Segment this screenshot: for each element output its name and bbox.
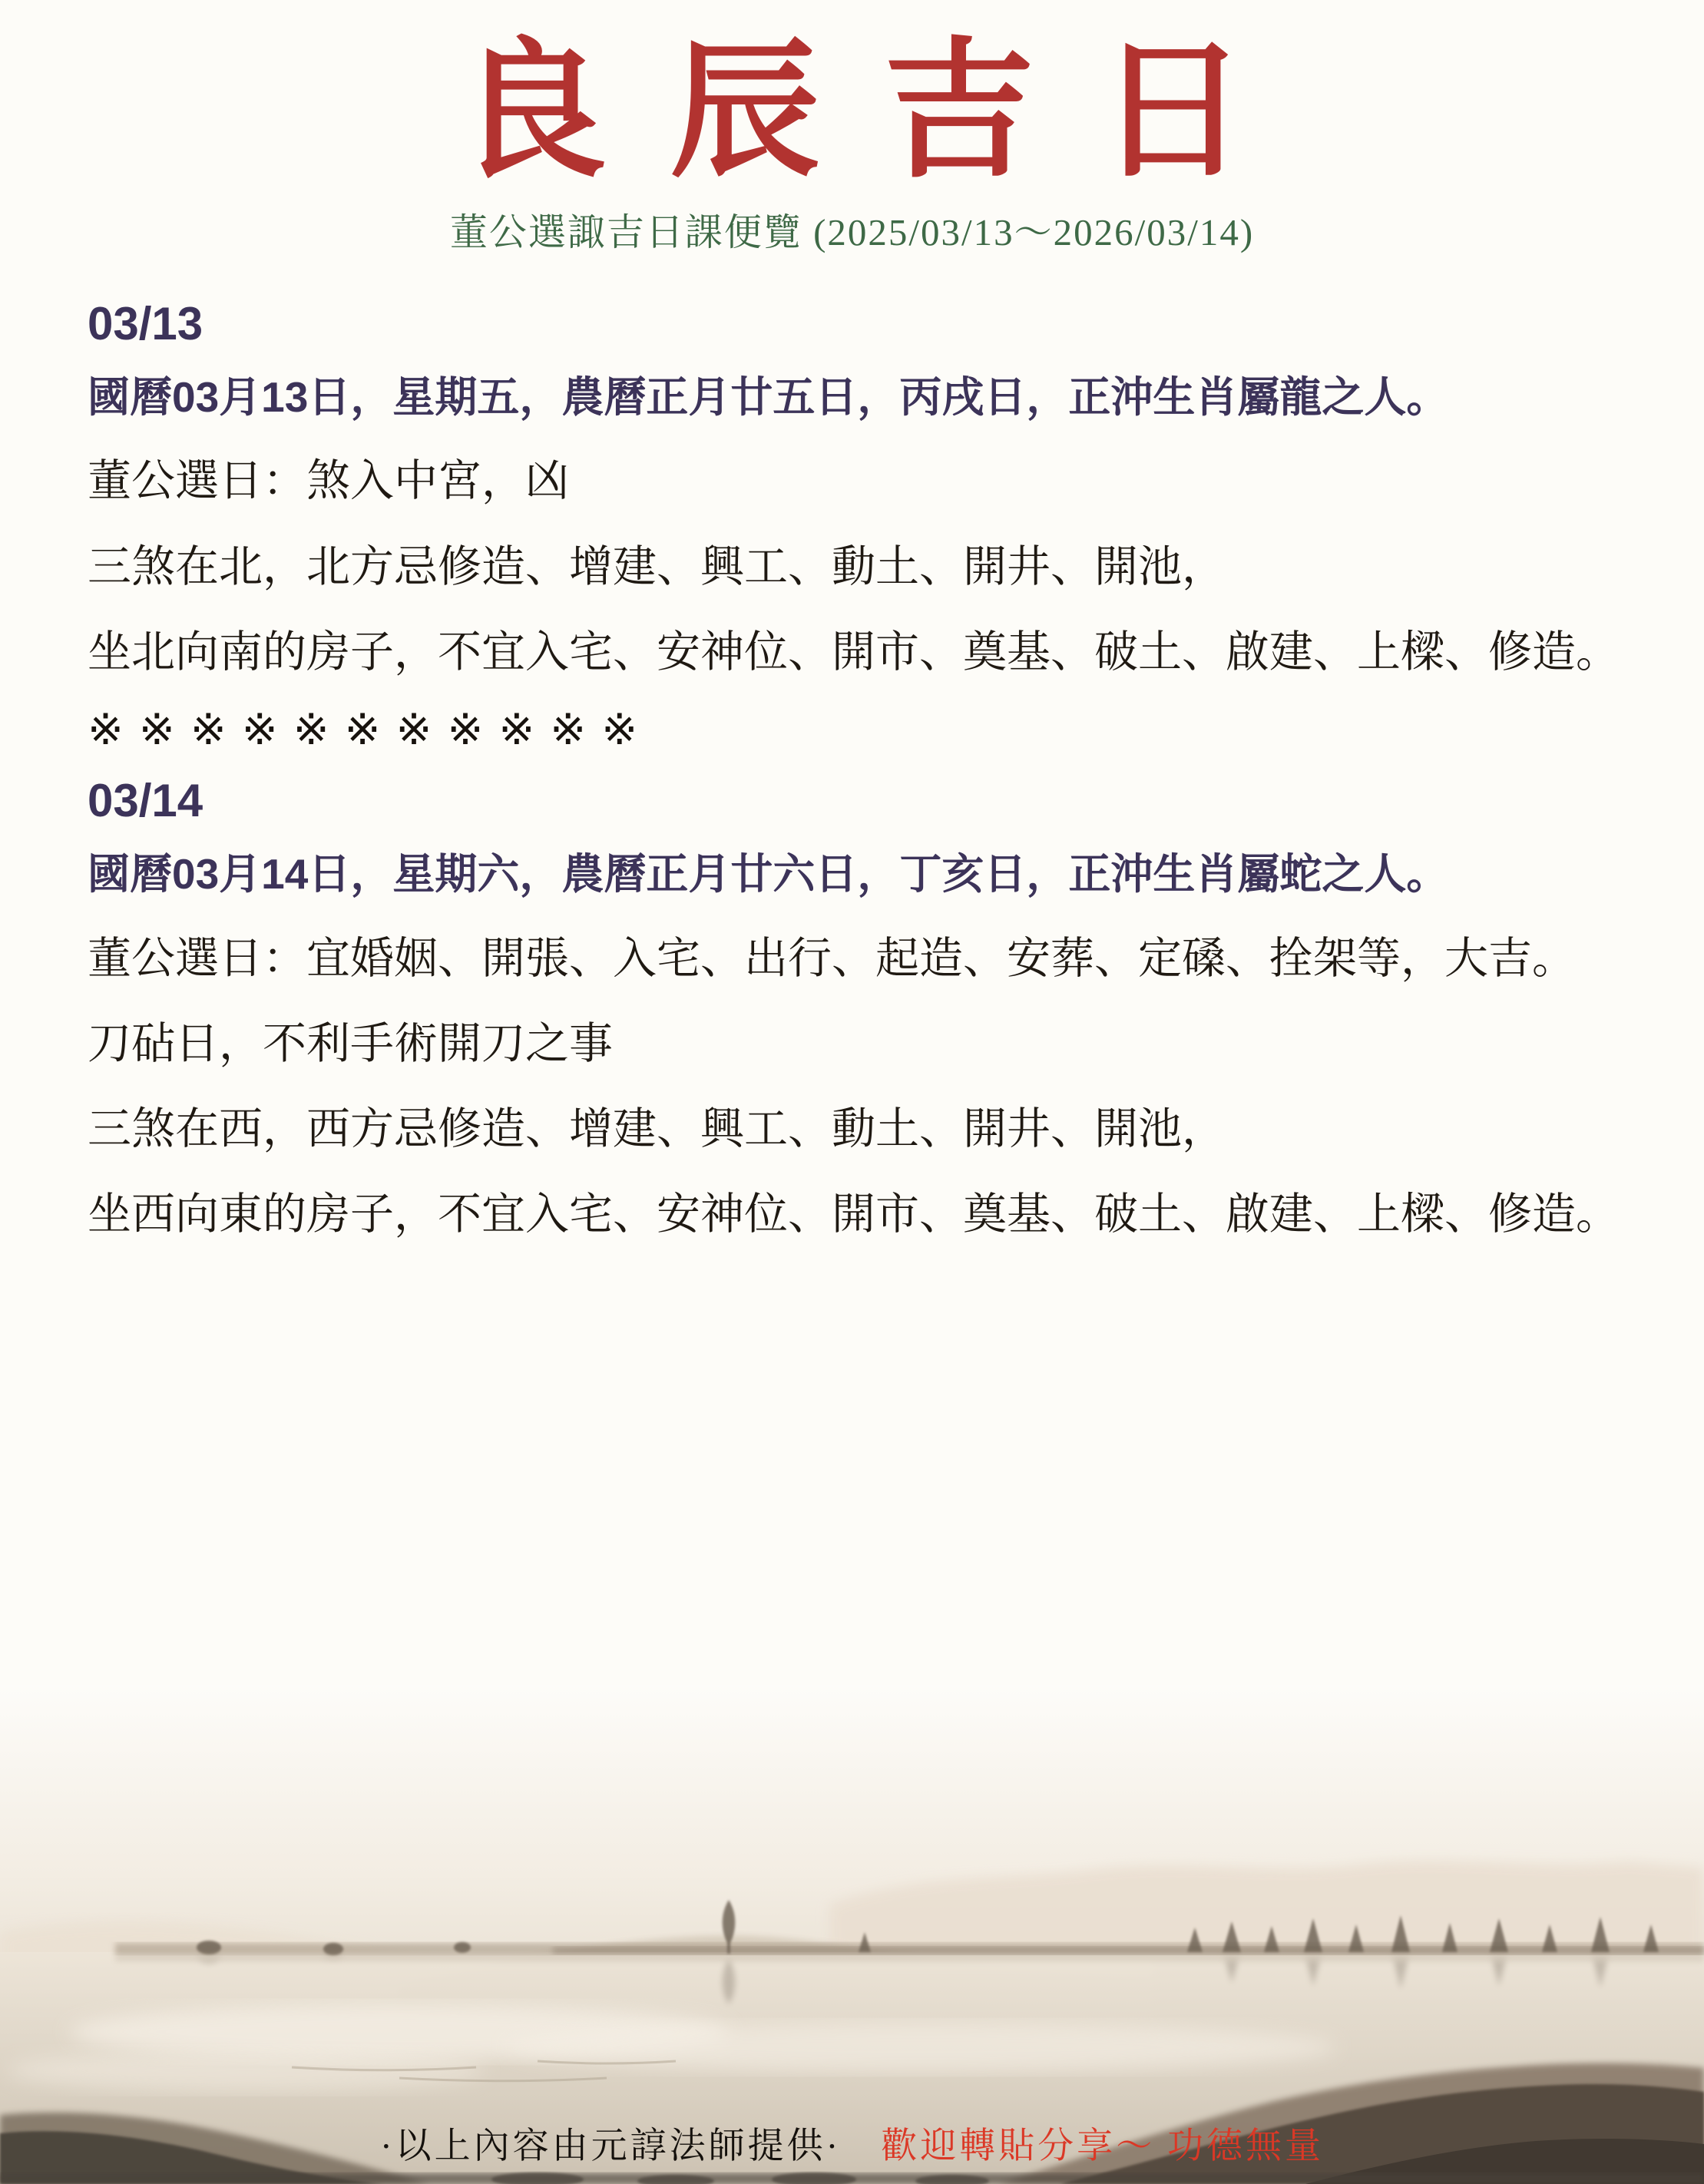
day-detail-line: 刀砧日，不利手術開刀之事: [88, 1019, 613, 1068]
day-summary: 國曆03月14日，星期六，農曆正月廿六日，丁亥日，正沖生肖屬蛇之人。: [88, 850, 1449, 898]
day-section: [88, 775, 1661, 1243]
footer-credit: ·以上內容由元諄法師提供·: [379, 2126, 842, 2166]
day-detail-line: 三煞在西，西方忌修造、增建、興工、動土、開井、開池，: [88, 1104, 1226, 1153]
day-detail-line: 坐西向東的房子，不宜入宅、安神位、開市、奠基、破土、啟建、上樑、修造。: [88, 1190, 1620, 1239]
date-heading: 03/13: [88, 297, 203, 349]
footer-share: 歡迎轉貼分享～ 功德無量: [881, 2126, 1325, 2166]
date-heading: 03/14: [88, 775, 203, 826]
page-subtitle: 董公選諏吉日課便覽 (2025/03/13～2026/03/14): [449, 210, 1255, 253]
day-summary: 國曆03月13日，星期五，農曆正月廿五日，丙戌日，正沖生肖屬龍之人。: [88, 372, 1449, 421]
day-detail-line: 董公選日：宜婚姻、開張、入宅、出行、起造、安葬、定磉、拴架等，大吉。: [88, 934, 1576, 983]
section-divider: ※※※※※※※※※※※: [88, 706, 653, 754]
misty-lake-illustration: [0, 1685, 1704, 2184]
footer: [0, 2117, 1704, 2169]
page-title: 良辰吉日: [456, 27, 1312, 195]
landscape-image: [0, 1685, 1704, 2184]
calendar-content: [88, 297, 1661, 1244]
day-detail-line: 董公選日：煞入中宮，凶: [88, 457, 569, 506]
day-detail-line: 三煞在北，北方忌修造、增建、興工、動土、開井、開池，: [88, 542, 1226, 591]
day-detail-line: 坐北向南的房子，不宜入宅、安神位、開市、奠基、破土、啟建、上樑、修造。: [88, 627, 1620, 677]
day-section: [88, 297, 1661, 681]
